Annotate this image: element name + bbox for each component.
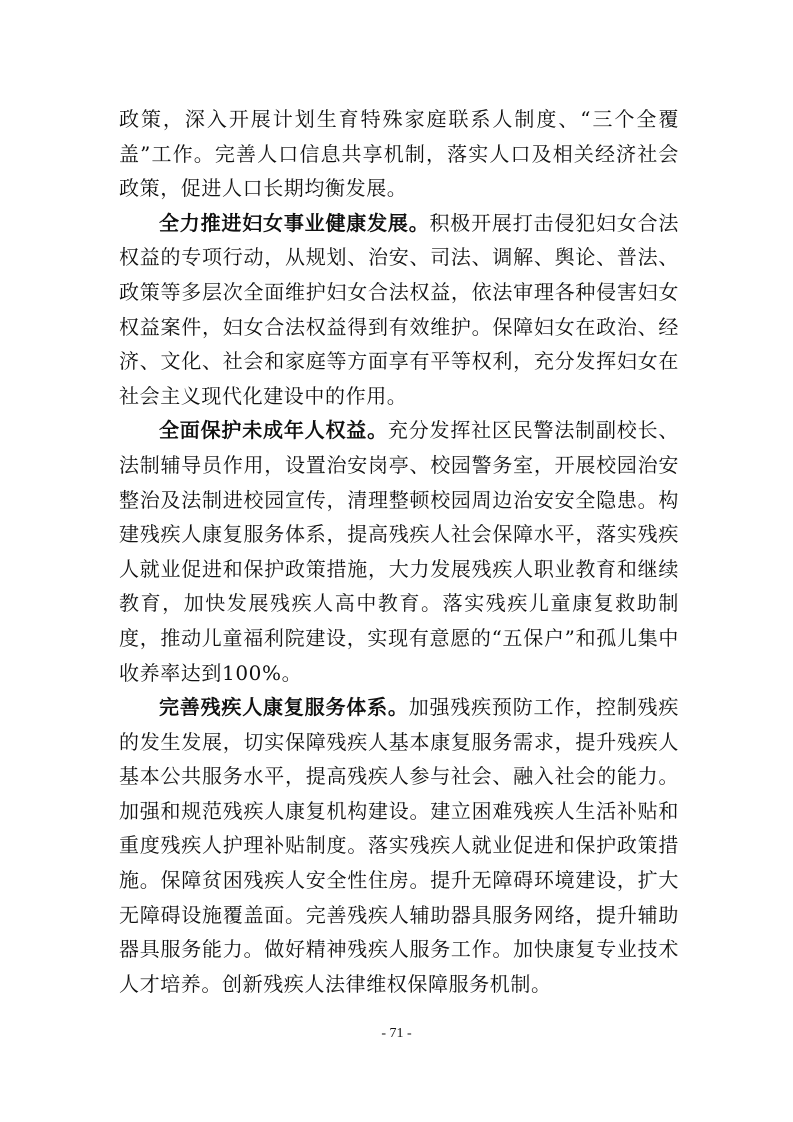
paragraph-minors-rights xyxy=(119,413,679,690)
paragraph-heading: 完善残疾人康复服务体系。 xyxy=(159,695,409,720)
paragraph-text: 积极开展打击侵犯妇女合法权益的专项行动，从规划、治安、司法、调解、舆论、普法、政策等多层次全面维护妇女合法权益，依法审理各种侵害妇女权益案件，妇女合法权益得到有效维护。保障妇女在政治、经济、文化、社会和家庭等方面享有平等权利，充分发挥妇女在社会主义现代化建设中的作用。 xyxy=(119,210,679,408)
page-number: - 71 - xyxy=(381,1026,412,1041)
paragraph-continuation xyxy=(119,102,679,206)
paragraph-disability-rehab xyxy=(119,690,679,1001)
paragraph-text: 充分发挥社区民警法制副校长、法制辅导员作用，设置治安岗亭、校园警务室，开展校园治安整治及法制进校园宣传，清理整顿校园周边治安安全隐患。构建残疾人康复服务体系，提高残疾人社会保障水平，落实残疾人就业促进和保护政策措施，大力发展残疾人职业教育和继续教育，加快发展残疾人高中教育。落实残疾儿童康复救助制度，推动儿童福利院建设，实现有意愿的“五保户”和孤儿集中收养率达到100%。 xyxy=(119,418,679,685)
body-text xyxy=(119,102,679,1001)
paragraph-heading: 全力推进妇女事业健康发展。 xyxy=(159,210,430,235)
paragraph-text: 政策，深入开展计划生育特殊家庭联系人制度、“三个全覆盖”工作。完善人口信息共享机制，落实人口及相关经济社会政策，促进人口长期均衡发展。 xyxy=(119,107,679,201)
paragraph-text: 加强残疾预防工作，控制残疾的发生发展，切实保障残疾人基本康复服务需求，提升残疾人基本公共服务水平，提高残疾人参与社会、融入社会的能力。加强和规范残疾人康复机构建设。建立困难残疾人生活补贴和重度残疾人护理补贴制度。落实残疾人就业促进和保护政策措施。保障贫困残疾人安全性住房。提升无障碍环境建设，扩大无障碍设施覆盖面。完善残疾人辅助器具服务网络，提升辅助器具服务能力。做好精神残疾人服务工作。加快康复专业技术人才培养。创新残疾人法律维权保障服务机制。 xyxy=(119,695,679,996)
paragraph-women-development xyxy=(119,206,679,414)
paragraph-heading: 全面保护未成年人权益。 xyxy=(159,418,388,443)
